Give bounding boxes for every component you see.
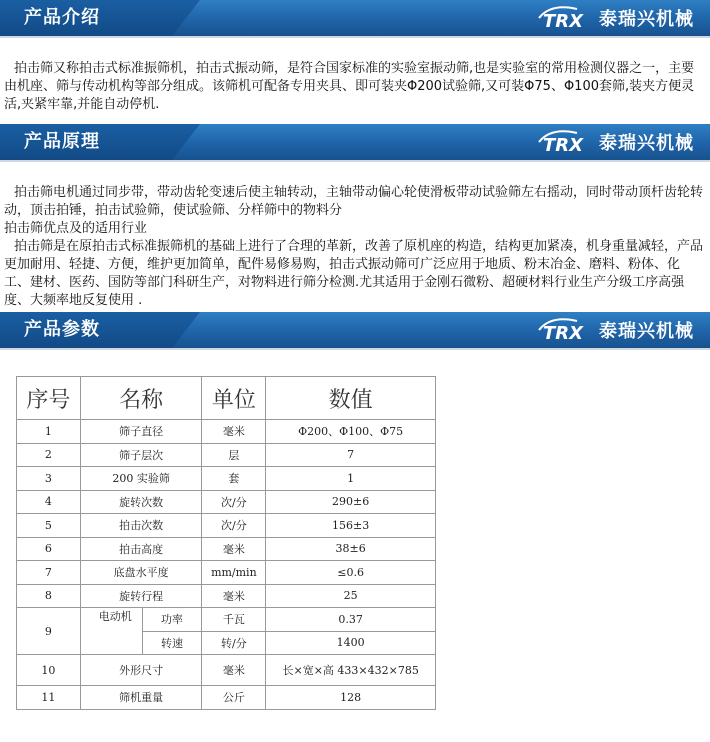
table-row [17, 490, 436, 514]
table-row [17, 608, 436, 632]
cell-no: 6 [17, 537, 81, 561]
cell-unit: 次/分 [202, 490, 266, 514]
table-row [17, 537, 436, 561]
cell-no: 1 [17, 420, 81, 444]
cell-no: 4 [17, 490, 81, 514]
cell-sub-name: 功率 [142, 608, 202, 632]
cell-value: 25 [266, 584, 436, 608]
principle-paragraphs [4, 184, 704, 310]
brand-name: 泰瑞兴机械 [599, 9, 694, 30]
table-row [17, 561, 436, 585]
cell-value: 290±6 [266, 490, 436, 514]
cell-no: 9 [17, 608, 81, 655]
principle-banner [0, 124, 710, 162]
cell-no: 5 [17, 514, 81, 538]
logo-mark-text: TRX [543, 323, 584, 343]
cell-value: 1400 [266, 631, 436, 655]
cell-name: 旋转行程 [80, 584, 202, 608]
principle-text-1: 拍击筛电机通过同步带，带动齿轮变速后使主轴转动，主轴带动偏心轮使滑板带动试验筛左右摇动，同时带动顶杆齿轮转动，顶击拍锤，拍击试验筛，使试验筛、分样筛中的物料分 [4, 185, 704, 218]
cell-no: 8 [17, 584, 81, 608]
cell-name: 拍击高度 [80, 537, 202, 561]
section-title-params: 产品参数 [24, 319, 100, 340]
principle-text-2: 拍击筛是在原拍击式标准振筛机的基础上进行了合理的革新，改善了原机座的构造，结构更加紧凑，机身重量减轻，产品更加耐用、轻捷、方便，维护更加简单，配件易修易购，拍击式振动筛可广泛应用于地质、粉末冶金、磨料、粉体、化工、建材、医药、国防等部门科研生产，对物料进行筛分检测.尤其适用于金刚石微粉、超硬材料行业生产分级工序高强度、大频率地反复使用 . [4, 239, 704, 308]
logo-mark-text: TRX [543, 11, 584, 31]
params-banner [0, 312, 710, 350]
cell-value: 长×宽×高 433×432×785 [266, 655, 436, 686]
table-row [17, 584, 436, 608]
cell-no: 3 [17, 467, 81, 491]
header-name: 名称 [80, 377, 202, 420]
cell-unit: 公斤 [202, 686, 266, 710]
brand-name: 泰瑞兴机械 [599, 133, 694, 154]
intro-paragraph [4, 60, 704, 114]
brand-logo [537, 316, 694, 344]
cell-value: 38±6 [266, 537, 436, 561]
cell-unit: 次/分 [202, 514, 266, 538]
cell-value: ≤0.6 [266, 561, 436, 585]
cell-name: 旋转次数 [80, 490, 202, 514]
cell-unit: 毫米 [202, 584, 266, 608]
cell-value: 7 [266, 443, 436, 467]
cell-unit: 转/分 [202, 631, 266, 655]
brand-name: 泰瑞兴机械 [599, 321, 694, 342]
cell-unit: mm/min [202, 561, 266, 585]
cell-no: 11 [17, 686, 81, 710]
principle-subheading: 拍击筛优点及的适用行业 [4, 221, 148, 236]
brand-logo [537, 128, 694, 156]
table-row [17, 420, 436, 444]
header-value: 数值 [266, 377, 436, 420]
cell-unit: 毫米 [202, 537, 266, 561]
cell-unit: 套 [202, 467, 266, 491]
table-row [17, 467, 436, 491]
logo-mark-text: TRX [543, 135, 584, 155]
cell-name: 底盘水平度 [80, 561, 202, 585]
trx-logo-icon [537, 317, 593, 343]
header-no: 序号 [17, 377, 81, 420]
section-title-intro: 产品介绍 [24, 7, 100, 28]
cell-sub-name: 转速 [142, 631, 202, 655]
cell-no: 7 [17, 561, 81, 585]
cell-value: Φ200、Φ100、Φ75 [266, 420, 436, 444]
brand-logo [537, 4, 694, 32]
table-row [17, 655, 436, 686]
table-row [17, 514, 436, 538]
cell-motor-name: 电动机 [80, 608, 142, 655]
intro-text: 拍击筛又称拍击式标准振筛机，拍击式振动筛，是符合国家标准的实验室振动筛,也是实验室的常用检测仪器之一，主要由机座、筛与传动机构等部分组成。该筛机可配备专用夹具、即可装夹Φ200试验筛,又可装Φ75、Φ100套筛,装夹方便灵活,夹紧牢靠,并能自动停机. [4, 61, 695, 112]
cell-value: 156±3 [266, 514, 436, 538]
cell-name: 拍击次数 [80, 514, 202, 538]
cell-name: 外形尺寸 [80, 655, 202, 686]
cell-unit: 毫米 [202, 420, 266, 444]
spec-table [16, 376, 436, 710]
cell-name: 筛机重量 [80, 686, 202, 710]
cell-unit: 毫米 [202, 655, 266, 686]
header-unit: 单位 [202, 377, 266, 420]
cell-unit: 千瓦 [202, 608, 266, 632]
table-row [17, 686, 436, 710]
cell-value: 128 [266, 686, 436, 710]
section-title-principle: 产品原理 [24, 131, 100, 152]
trx-logo-icon [537, 5, 593, 31]
cell-unit: 层 [202, 443, 266, 467]
cell-value: 1 [266, 467, 436, 491]
cell-no: 2 [17, 443, 81, 467]
trx-logo-icon [537, 129, 593, 155]
cell-name: 筛子层次 [80, 443, 202, 467]
table-row [17, 443, 436, 467]
cell-no: 10 [17, 655, 81, 686]
cell-name: 筛子直径 [80, 420, 202, 444]
intro-banner [0, 0, 710, 38]
spec-table-header [17, 377, 436, 420]
cell-name: 200 实验筛 [80, 467, 202, 491]
cell-value: 0.37 [266, 608, 436, 632]
